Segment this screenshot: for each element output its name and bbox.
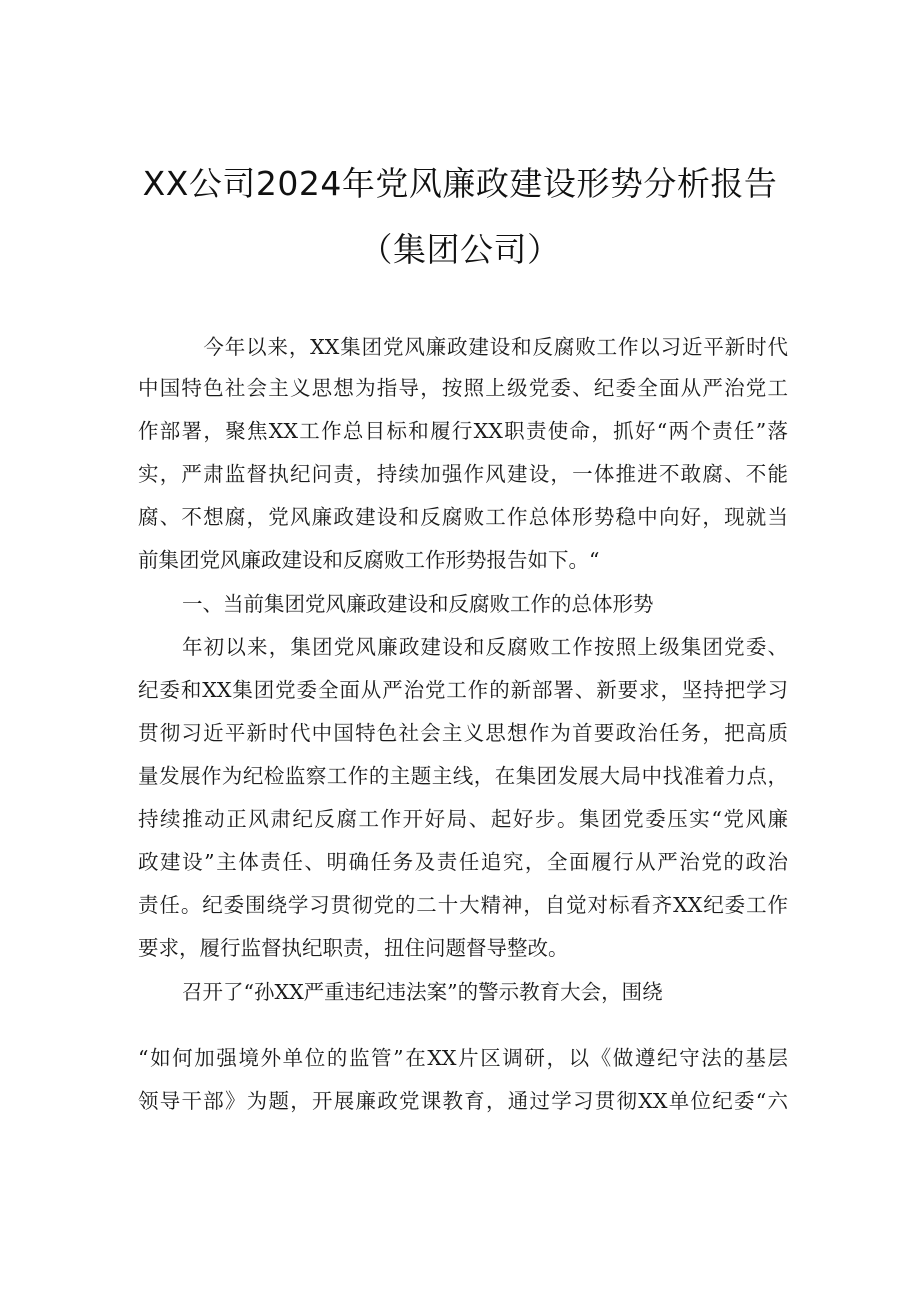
paragraph-line: 持续推动正风肃纪反腐工作开好局、起好步。集团党委压实“党风廉 <box>138 807 788 831</box>
section-heading: 一、当前集团党风廉政建设和反腐败工作的总体形势 <box>182 592 654 616</box>
paragraph-line: 年初以来，集团党风廉政建设和反腐败工作按照上级集团党委、 <box>182 635 788 659</box>
paragraph-line: 中国特色社会主义思想为指导，按照上级党委、纪委全面从严治党工 <box>138 376 788 400</box>
paragraph-line: 今年以来，XX集团党风廉政建设和反腐败工作以习近平新时代 <box>182 335 788 359</box>
paragraph-line: 作部署，聚焦XX工作总目标和履行XX职责使命，抓好“两个责任”落 <box>138 419 788 443</box>
paragraph-line: 量发展作为纪检监察工作的主题主线，在集团发展大局中找准着力点， <box>138 764 788 788</box>
document-subtitle: （集团公司） <box>359 230 561 269</box>
document-title: XX公司2024年党风廉政建设形势分析报告 <box>142 164 778 203</box>
paragraph-line: 前集团党风廉政建设和反腐败工作形势报告如下。“ <box>138 548 600 572</box>
paragraph-line: 政建设”主体责任、明确任务及责任追究，全面履行从严治党的政治 <box>138 850 788 874</box>
paragraph-line: 要求，履行监督执纪职责，扭住问题督导整改。 <box>138 936 569 960</box>
paragraph-line: 责任。纪委围绕学习贯彻党的二十大精神，自觉对标看齐XX纪委工作 <box>138 893 788 917</box>
paragraph-line: 纪委和XX集团党委全面从严治党工作的新部署、新要求，坚持把学习 <box>138 678 788 702</box>
paragraph-line: 领导干部》为题，开展廉政党课教育，通过学习贯彻XX单位纪委“六 <box>138 1089 788 1113</box>
paragraph-line: 贯彻习近平新时代中国特色社会主义思想作为首要政治任务，把高质 <box>138 721 788 745</box>
paragraph-line: 召开了“孙XX严重违纪违法案”的警示教育大会，围绕 <box>182 980 663 1004</box>
paragraph-line: “如何加强境外单位的监管”在XX片区调研，以《做遵纪守法的基层 <box>138 1046 788 1070</box>
paragraph-line: 实，严肃监督执纪问责，持续加强作风建设，一体推进不敢腐、不能 <box>138 462 788 486</box>
paragraph-line: 腐、不想腐，党风廉政建设和反腐败工作总体形势稳中向好，现就当 <box>138 505 788 529</box>
